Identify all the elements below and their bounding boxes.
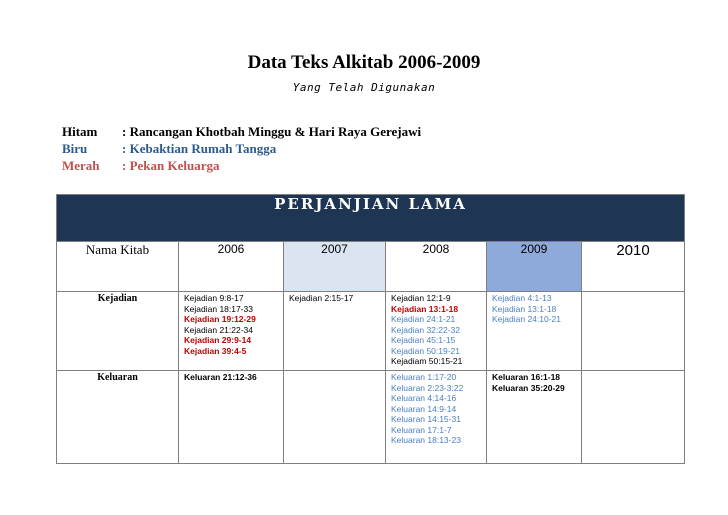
column-header-2008: 2008 — [386, 242, 487, 292]
column-header-book: Nama Kitab — [57, 242, 179, 292]
scripture-cell — [487, 292, 582, 371]
scripture-reference: Kejadian 21:22-34 — [184, 324, 254, 335]
page-title: Data Teks Alkitab 2006-2009 — [247, 52, 481, 73]
legend-item — [62, 123, 421, 140]
scripture-cell — [179, 292, 284, 371]
book-name-cell: Keluaran — [57, 371, 179, 464]
column-header-2006: 2006 — [179, 242, 284, 292]
scripture-cell — [386, 292, 487, 371]
scripture-reference: Kejadian 4:1-13 — [492, 293, 552, 303]
scripture-reference: Kejadian 39:4-5 — [184, 345, 247, 356]
scripture-reference: Kejadian 24:1-21 — [391, 314, 456, 324]
column-header-row — [57, 242, 685, 292]
scripture-reference: Keluaran 1:17-20 — [391, 372, 457, 382]
scripture-reference: Kejadian 13:1-18 — [391, 303, 459, 314]
legend-description: : Pekan Keluarga — [122, 158, 220, 173]
legend-item — [62, 157, 421, 174]
page-subtitle: Yang Telah Digunakan — [292, 81, 436, 94]
scripture-reference: Kejadian 24:10-21 — [492, 314, 562, 324]
scripture-reference: Keluaran 14:9-14 — [391, 403, 457, 414]
scripture-reference: Kejadian 9:8-17 — [184, 293, 244, 303]
scripture-cell — [284, 292, 386, 371]
legend-item — [62, 140, 421, 157]
column-header-2010: 2010 — [582, 242, 685, 292]
legend-key: Merah — [62, 158, 100, 173]
legend-key: Hitam — [62, 124, 98, 139]
section-header: PERJANJIAN LAMA — [57, 195, 685, 242]
scripture-reference: Kejadian 45:1-15 — [391, 335, 456, 345]
scripture-cell — [487, 371, 582, 464]
legend-description: : Rancangan Khotbah Minggu & Hari Raya Gerejawi — [122, 124, 422, 139]
column-header-2009: 2009 — [487, 242, 582, 292]
scripture-reference: Kejadian 50:19-21 — [391, 345, 461, 356]
color-legend — [62, 123, 421, 174]
table-row — [57, 292, 685, 371]
scripture-cell — [179, 371, 284, 464]
scripture-reference: Keluaran 4:14-16 — [391, 393, 457, 403]
scripture-table — [56, 194, 685, 464]
column-header-2007: 2007 — [284, 242, 386, 292]
scripture-reference: Keluaran 2:23-3:22 — [391, 382, 464, 393]
scripture-reference: Kejadian 18:17-33 — [184, 303, 254, 314]
scripture-reference: Kejadian 13:1-18 — [492, 303, 557, 314]
scripture-reference: Kejadian 19:12-29 — [184, 314, 256, 324]
scripture-reference: Kejadian 29:9-14 — [184, 335, 252, 345]
scripture-reference: Kejadian 2:15-17 — [289, 293, 354, 303]
legend-description: : Kebaktian Rumah Tangga — [122, 141, 277, 156]
table-row — [57, 371, 685, 464]
scripture-cell — [582, 371, 685, 464]
scripture-reference: Kejadian 12:1-9 — [391, 293, 451, 303]
scripture-reference: Kejadian 32:22-32 — [391, 324, 461, 335]
scripture-reference: Keluaran 16:1-18 — [492, 372, 561, 382]
book-name-cell: Kejadian — [57, 292, 179, 371]
scripture-reference: Keluaran 17:1-7 — [391, 424, 452, 435]
scripture-reference: Keluaran 14:15-31 — [391, 414, 461, 424]
scripture-cell — [582, 292, 685, 371]
legend-key: Biru — [62, 141, 88, 156]
scripture-reference: Kejadiam 50:15-21 — [391, 356, 463, 366]
scripture-cell — [284, 371, 386, 464]
scripture-reference: Keluaran 18:13-23 — [391, 435, 461, 445]
scripture-cell — [386, 371, 487, 464]
scripture-reference: Keluaran 35:20-29 — [492, 382, 565, 393]
scripture-reference: Keluaran 21:12-36 — [184, 372, 257, 382]
